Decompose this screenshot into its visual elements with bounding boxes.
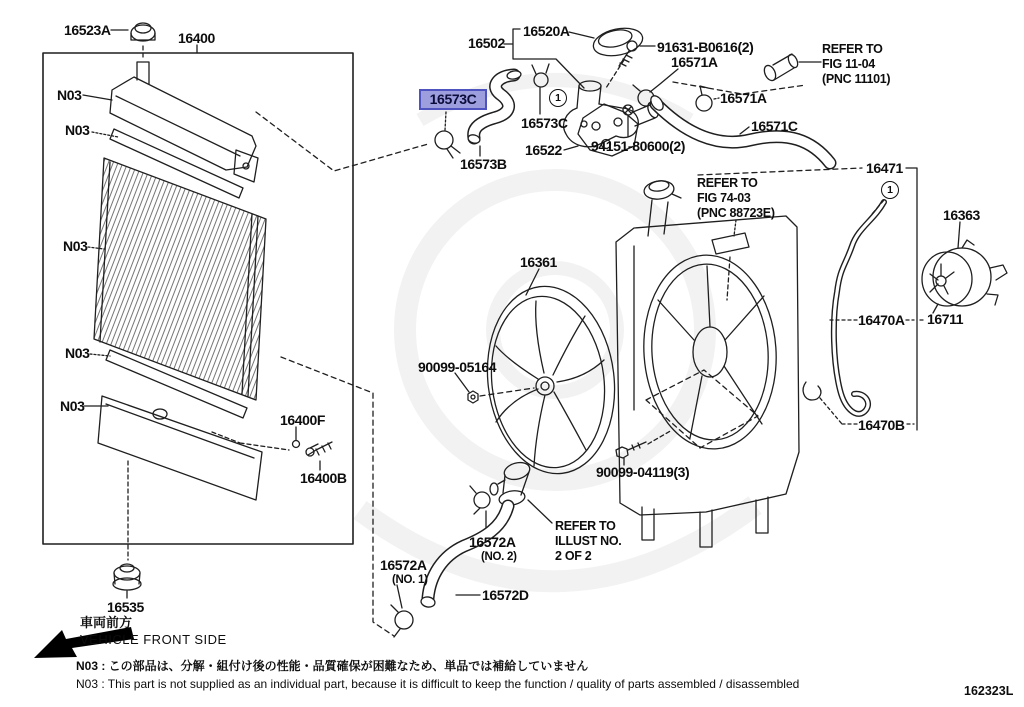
clamp-16571a-2-drawing — [696, 86, 719, 111]
part-label-90099-04119: 90099-04119(3) — [596, 464, 690, 480]
part-label-16523a: 16523A — [64, 22, 111, 38]
part-label-16573c-highlighted[interactable]: 16573C — [419, 89, 487, 110]
part-label-16571a-2: 16571A — [720, 90, 767, 106]
front-side-en: VEHICLE FRONT SIDE — [80, 632, 227, 647]
part-label-16572a-1: 16572A — [380, 557, 427, 573]
front-side-jp: 車両前方 — [80, 615, 133, 630]
part-label-n03-5: N03 — [60, 398, 85, 414]
footnote-circle-1a: 1 — [549, 89, 567, 107]
callout-fig74-line3: (PNC 88723E) — [697, 206, 775, 220]
radiator-lower-tank — [98, 396, 262, 500]
callout-illust — [555, 519, 621, 564]
footnote-circle-1b: 1 — [881, 181, 899, 199]
part-label-16522: 16522 — [525, 142, 562, 158]
part-label-16571a-1: 16571A — [671, 54, 718, 70]
part-label-16573c-2: 16573C — [521, 115, 568, 131]
part-label-16400b: 16400B — [300, 470, 347, 486]
part-label-16573b: 16573B — [460, 156, 507, 172]
part-label-90099-05164: 90099-05164 — [418, 359, 497, 375]
bolt-94151-drawing — [623, 105, 633, 137]
callout-illust-line1: REFER TO — [555, 519, 616, 533]
note-jp: N03 : この部品は、分解・組付け後の性能・品質確保が困難なため、単品では補給していません — [76, 659, 589, 673]
callout-fig11-line3: (PNC 11101) — [822, 72, 891, 86]
callout-fig11-line2: FIG 11-04 — [822, 57, 875, 71]
part-label-16363: 16363 — [943, 207, 980, 223]
clamp-16573c-2-drawing — [532, 64, 549, 114]
cap-16520a-drawing — [591, 24, 645, 60]
part-label-16571c: 16571C — [751, 118, 798, 134]
drain-clip-and-plug — [212, 427, 332, 470]
leader-to-16573c — [256, 112, 428, 171]
shroud-tag-fig74 — [712, 220, 749, 300]
callout-illust-line2: ILLUST NO. — [555, 534, 622, 548]
part-label-16400: 16400 — [178, 30, 215, 46]
callout-fig11-line1: REFER TO — [822, 42, 883, 56]
cap-16523a-drawing — [111, 23, 155, 60]
clamp-16573c-1-drawing — [435, 112, 460, 158]
callout-fig74-line2: FIG 74-03 — [697, 191, 751, 205]
part-label-16572a-1-suffix: (NO. 1) — [392, 574, 428, 586]
part-label-16470b: 16470B — [858, 417, 905, 433]
part-label-16400f: 16400F — [280, 412, 326, 428]
part-label-91631: 91631-B0616(2) — [657, 39, 754, 55]
callout-illust-line3: 2 OF 2 — [555, 549, 592, 563]
part-label-16572d: 16572D — [482, 587, 529, 603]
leader-to-16572d — [281, 357, 394, 636]
part-label-n03-2: N03 — [65, 122, 90, 138]
clamp-16572a-2-drawing — [470, 486, 490, 533]
callout-fig11 — [822, 42, 890, 87]
part-label-n03-1: N03 — [57, 87, 82, 103]
part-label-16502: 16502 — [468, 35, 505, 51]
radiator-top-tank — [110, 62, 258, 182]
part-label-16572a-2: 16572A — [469, 534, 516, 550]
part-label-16361: 16361 — [520, 254, 557, 270]
part-label-16471: 16471 — [866, 160, 903, 176]
pipe-stub-fig11 — [762, 53, 821, 82]
part-label-94151: 94151-80600(2) — [591, 138, 686, 154]
part-label-16572a-2-suffix: (NO. 2) — [481, 551, 517, 563]
cushion-16535-drawing — [113, 461, 141, 598]
part-label-n03-3: N03 — [63, 238, 88, 254]
part-label-16520a: 16520A — [523, 23, 570, 39]
part-label-n03-4: N03 — [65, 345, 90, 361]
drawing-code: 162323L — [964, 684, 1014, 698]
part-label-16470a: 16470A — [858, 312, 905, 328]
part-label-16711: 16711 — [927, 311, 964, 327]
callout-fig74-line1: REFER TO — [697, 176, 758, 190]
clamp-16572a-1-drawing — [391, 585, 413, 637]
motor-16363-drawing — [922, 222, 1007, 313]
callout-fig74 — [697, 176, 775, 221]
part-label-16535: 16535 — [107, 599, 144, 615]
note-en: N03 : This part is not supplied as an individual part, because it is difficult to keep the function / quality of parts assembled / disassembled — [76, 677, 800, 691]
